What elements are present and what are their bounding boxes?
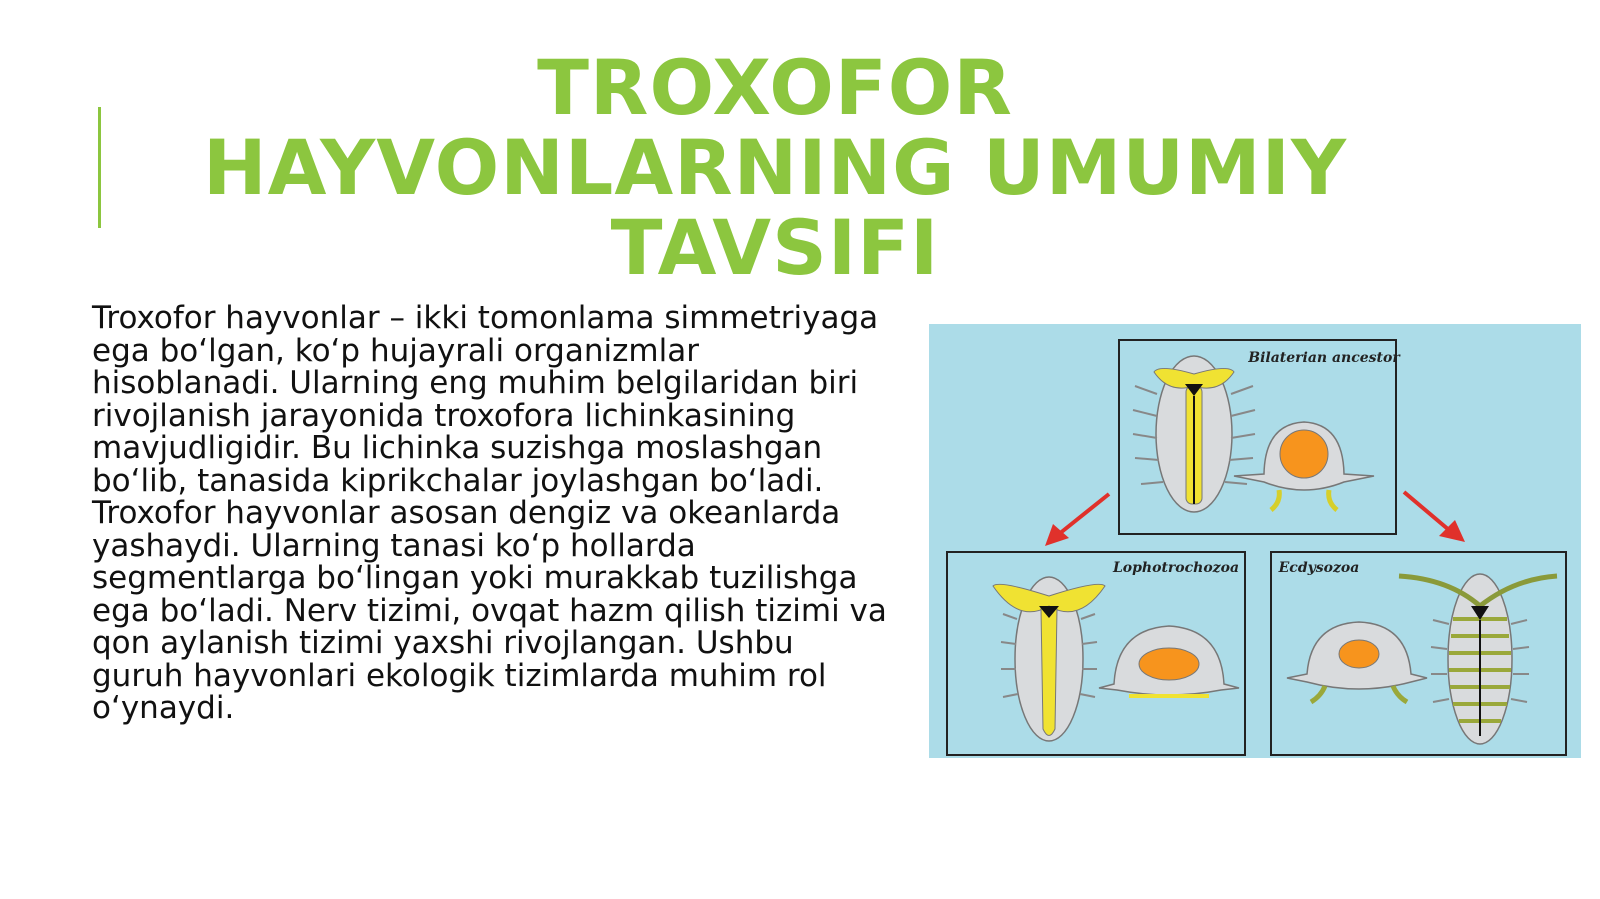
lophotrochozoa-worm-icon bbox=[993, 577, 1105, 741]
ecdysozoa-larva-icon bbox=[1287, 622, 1427, 702]
lophotrochozoa-larva-icon bbox=[1099, 626, 1239, 696]
title-line-3: TAVSIFI bbox=[610, 203, 940, 292]
ancestor-worm-icon bbox=[1133, 356, 1255, 512]
arrow-right-icon bbox=[1404, 492, 1465, 542]
ancestor-larva-icon bbox=[1234, 422, 1374, 510]
evolution-diagram-svg bbox=[929, 324, 1581, 758]
title-line-2: HAYVONLARNING UMUMIY bbox=[203, 123, 1347, 212]
panel-label-lophotrochozoa: Lophotrochozoa bbox=[1112, 560, 1240, 576]
title-accent-bar bbox=[98, 107, 101, 228]
panel-bilaterian-ancestor bbox=[1119, 340, 1401, 534]
evolution-diagram bbox=[929, 324, 1581, 758]
panel-label-bilaterian: Bilaterian ancestor bbox=[1248, 350, 1400, 366]
panel-ecdysozoa bbox=[1271, 552, 1566, 755]
title-line-1: TROXOFOR bbox=[537, 43, 1013, 132]
ecdysozoa-worm-icon bbox=[1399, 574, 1557, 744]
slide-title bbox=[150, 43, 1400, 292]
arrow-left-icon bbox=[1045, 494, 1109, 546]
panel-label-ecdysozoa: Ecdysozoa bbox=[1278, 560, 1360, 576]
body-paragraph: Troxofor hayvonlar – ikki tomonlama simmetriyaga ega bo‘lgan, ko‘p hujayrali organizmlar hisoblanadi. Ularning eng muhim belgilaridan biri rivojlanish jarayonida troxofora lichinkasining mavjudligidir. Bu lichinka suzishga moslashgan bo‘lib, tanasida kiprikchalar joylashgan bo‘ladi. Troxofor hayvonlar asosan dengiz va okeanlarda yashaydi. Ularning tanasi ko‘p hollarda segmentlarga bo‘lingan yoki murakkab tuzilishga ega bo‘ladi. Nerv tizimi, ovqat hazm qilish tizimi va qon aylanish tizimi yaxshi rivojlangan. Ushbu guruh hayvonlari ekologik tizimlarda muhim rol o‘ynaydi. bbox=[92, 300, 887, 726]
panel-lophotrochozoa bbox=[947, 552, 1245, 755]
